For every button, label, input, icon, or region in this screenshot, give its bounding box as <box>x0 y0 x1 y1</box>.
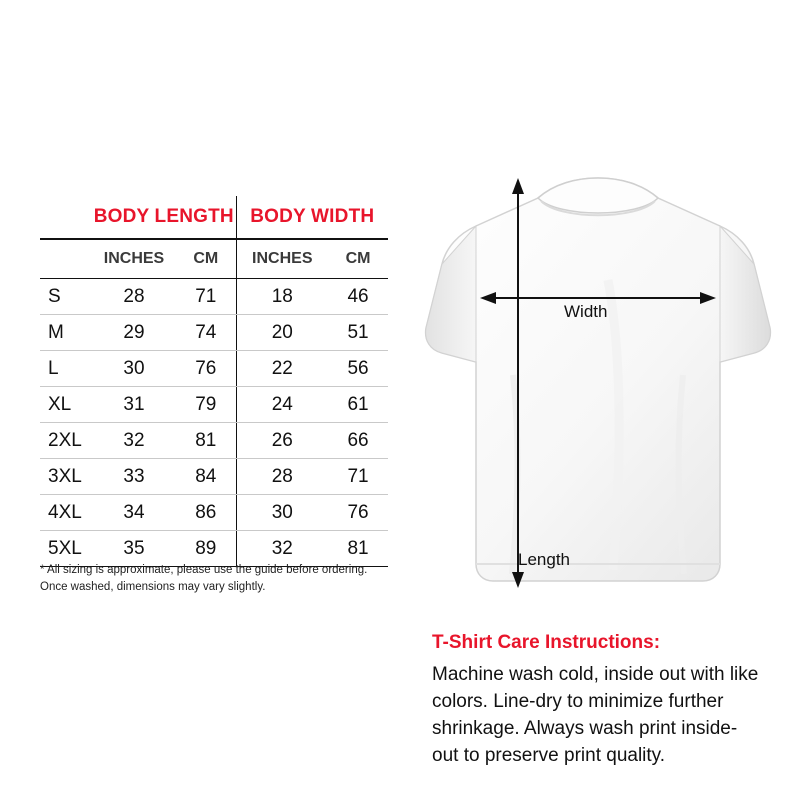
cell-width-cm: 66 <box>328 423 388 459</box>
cell-size: M <box>40 315 92 351</box>
column-header-width-cm: CM <box>328 239 388 279</box>
table-row <box>40 315 388 351</box>
cell-length-inches: 32 <box>92 423 176 459</box>
cell-width-cm: 46 <box>328 279 388 315</box>
cell-width-inches: 22 <box>236 351 328 387</box>
cell-width-cm: 76 <box>328 495 388 531</box>
cell-length-inches: 35 <box>92 531 176 567</box>
cell-width-inches: 20 <box>236 315 328 351</box>
cell-width-inches: 30 <box>236 495 328 531</box>
column-header-width-inches: INCHES <box>236 239 328 279</box>
table-group-header-row <box>40 196 388 239</box>
tshirt-collar <box>538 178 658 213</box>
tshirt-illustration-svg <box>408 160 788 610</box>
cell-width-cm: 71 <box>328 459 388 495</box>
tshirt-body-shape <box>426 178 771 581</box>
cell-size: 5XL <box>40 531 92 567</box>
table-row <box>40 459 388 495</box>
column-header-size <box>40 239 92 279</box>
cell-width-cm: 81 <box>328 531 388 567</box>
cell-length-cm: 84 <box>176 459 236 495</box>
cell-width-cm: 61 <box>328 387 388 423</box>
cell-length-inches: 29 <box>92 315 176 351</box>
cell-width-cm: 56 <box>328 351 388 387</box>
table-row <box>40 279 388 315</box>
sizing-disclaimer-note: * All sizing is approximate, please use the guide before ordering. Once washed, dimensions may vary slightly. <box>40 564 368 594</box>
cell-length-cm: 79 <box>176 387 236 423</box>
cell-length-inches: 31 <box>92 387 176 423</box>
cell-width-inches: 26 <box>236 423 328 459</box>
cell-width-inches: 24 <box>236 387 328 423</box>
table-row <box>40 351 388 387</box>
tshirt-diagram <box>408 160 788 610</box>
cell-size: L <box>40 351 92 387</box>
cell-size: S <box>40 279 92 315</box>
width-label: Width <box>564 302 608 321</box>
table-row <box>40 495 388 531</box>
length-arrow-top <box>512 178 524 194</box>
cell-size: 3XL <box>40 459 92 495</box>
column-header-length-inches: INCHES <box>92 239 176 279</box>
cell-length-cm: 74 <box>176 315 236 351</box>
cell-length-inches: 33 <box>92 459 176 495</box>
table-column-header-row <box>40 239 388 279</box>
cell-width-inches: 28 <box>236 459 328 495</box>
group-header-body-width: BODY WIDTH <box>236 196 388 239</box>
cell-length-cm: 71 <box>176 279 236 315</box>
size-chart-table-wrapper <box>40 196 388 567</box>
column-header-length-cm: CM <box>176 239 236 279</box>
care-instructions-title: T-Shirt Care Instructions: <box>432 632 661 653</box>
table-row <box>40 387 388 423</box>
table-row <box>40 423 388 459</box>
size-chart-table <box>40 196 388 567</box>
length-label: Length <box>518 550 570 569</box>
group-header-blank <box>40 196 92 239</box>
care-instructions-body: Machine wash cold, inside out with like colors. Line-dry to minimize further shrinkage. Always wash print inside-out to preserve print quality. <box>432 664 759 766</box>
cell-size: 2XL <box>40 423 92 459</box>
cell-length-inches: 30 <box>92 351 176 387</box>
cell-length-cm: 89 <box>176 531 236 567</box>
cell-width-inches: 18 <box>236 279 328 315</box>
group-header-body-length: BODY LENGTH <box>92 196 236 239</box>
cell-length-cm: 81 <box>176 423 236 459</box>
cell-width-inches: 32 <box>236 531 328 567</box>
cell-size: 4XL <box>40 495 92 531</box>
cell-width-cm: 51 <box>328 315 388 351</box>
cell-length-cm: 86 <box>176 495 236 531</box>
cell-size: XL <box>40 387 92 423</box>
cell-length-inches: 34 <box>92 495 176 531</box>
cell-length-cm: 76 <box>176 351 236 387</box>
cell-length-inches: 28 <box>92 279 176 315</box>
table-body <box>40 279 388 567</box>
